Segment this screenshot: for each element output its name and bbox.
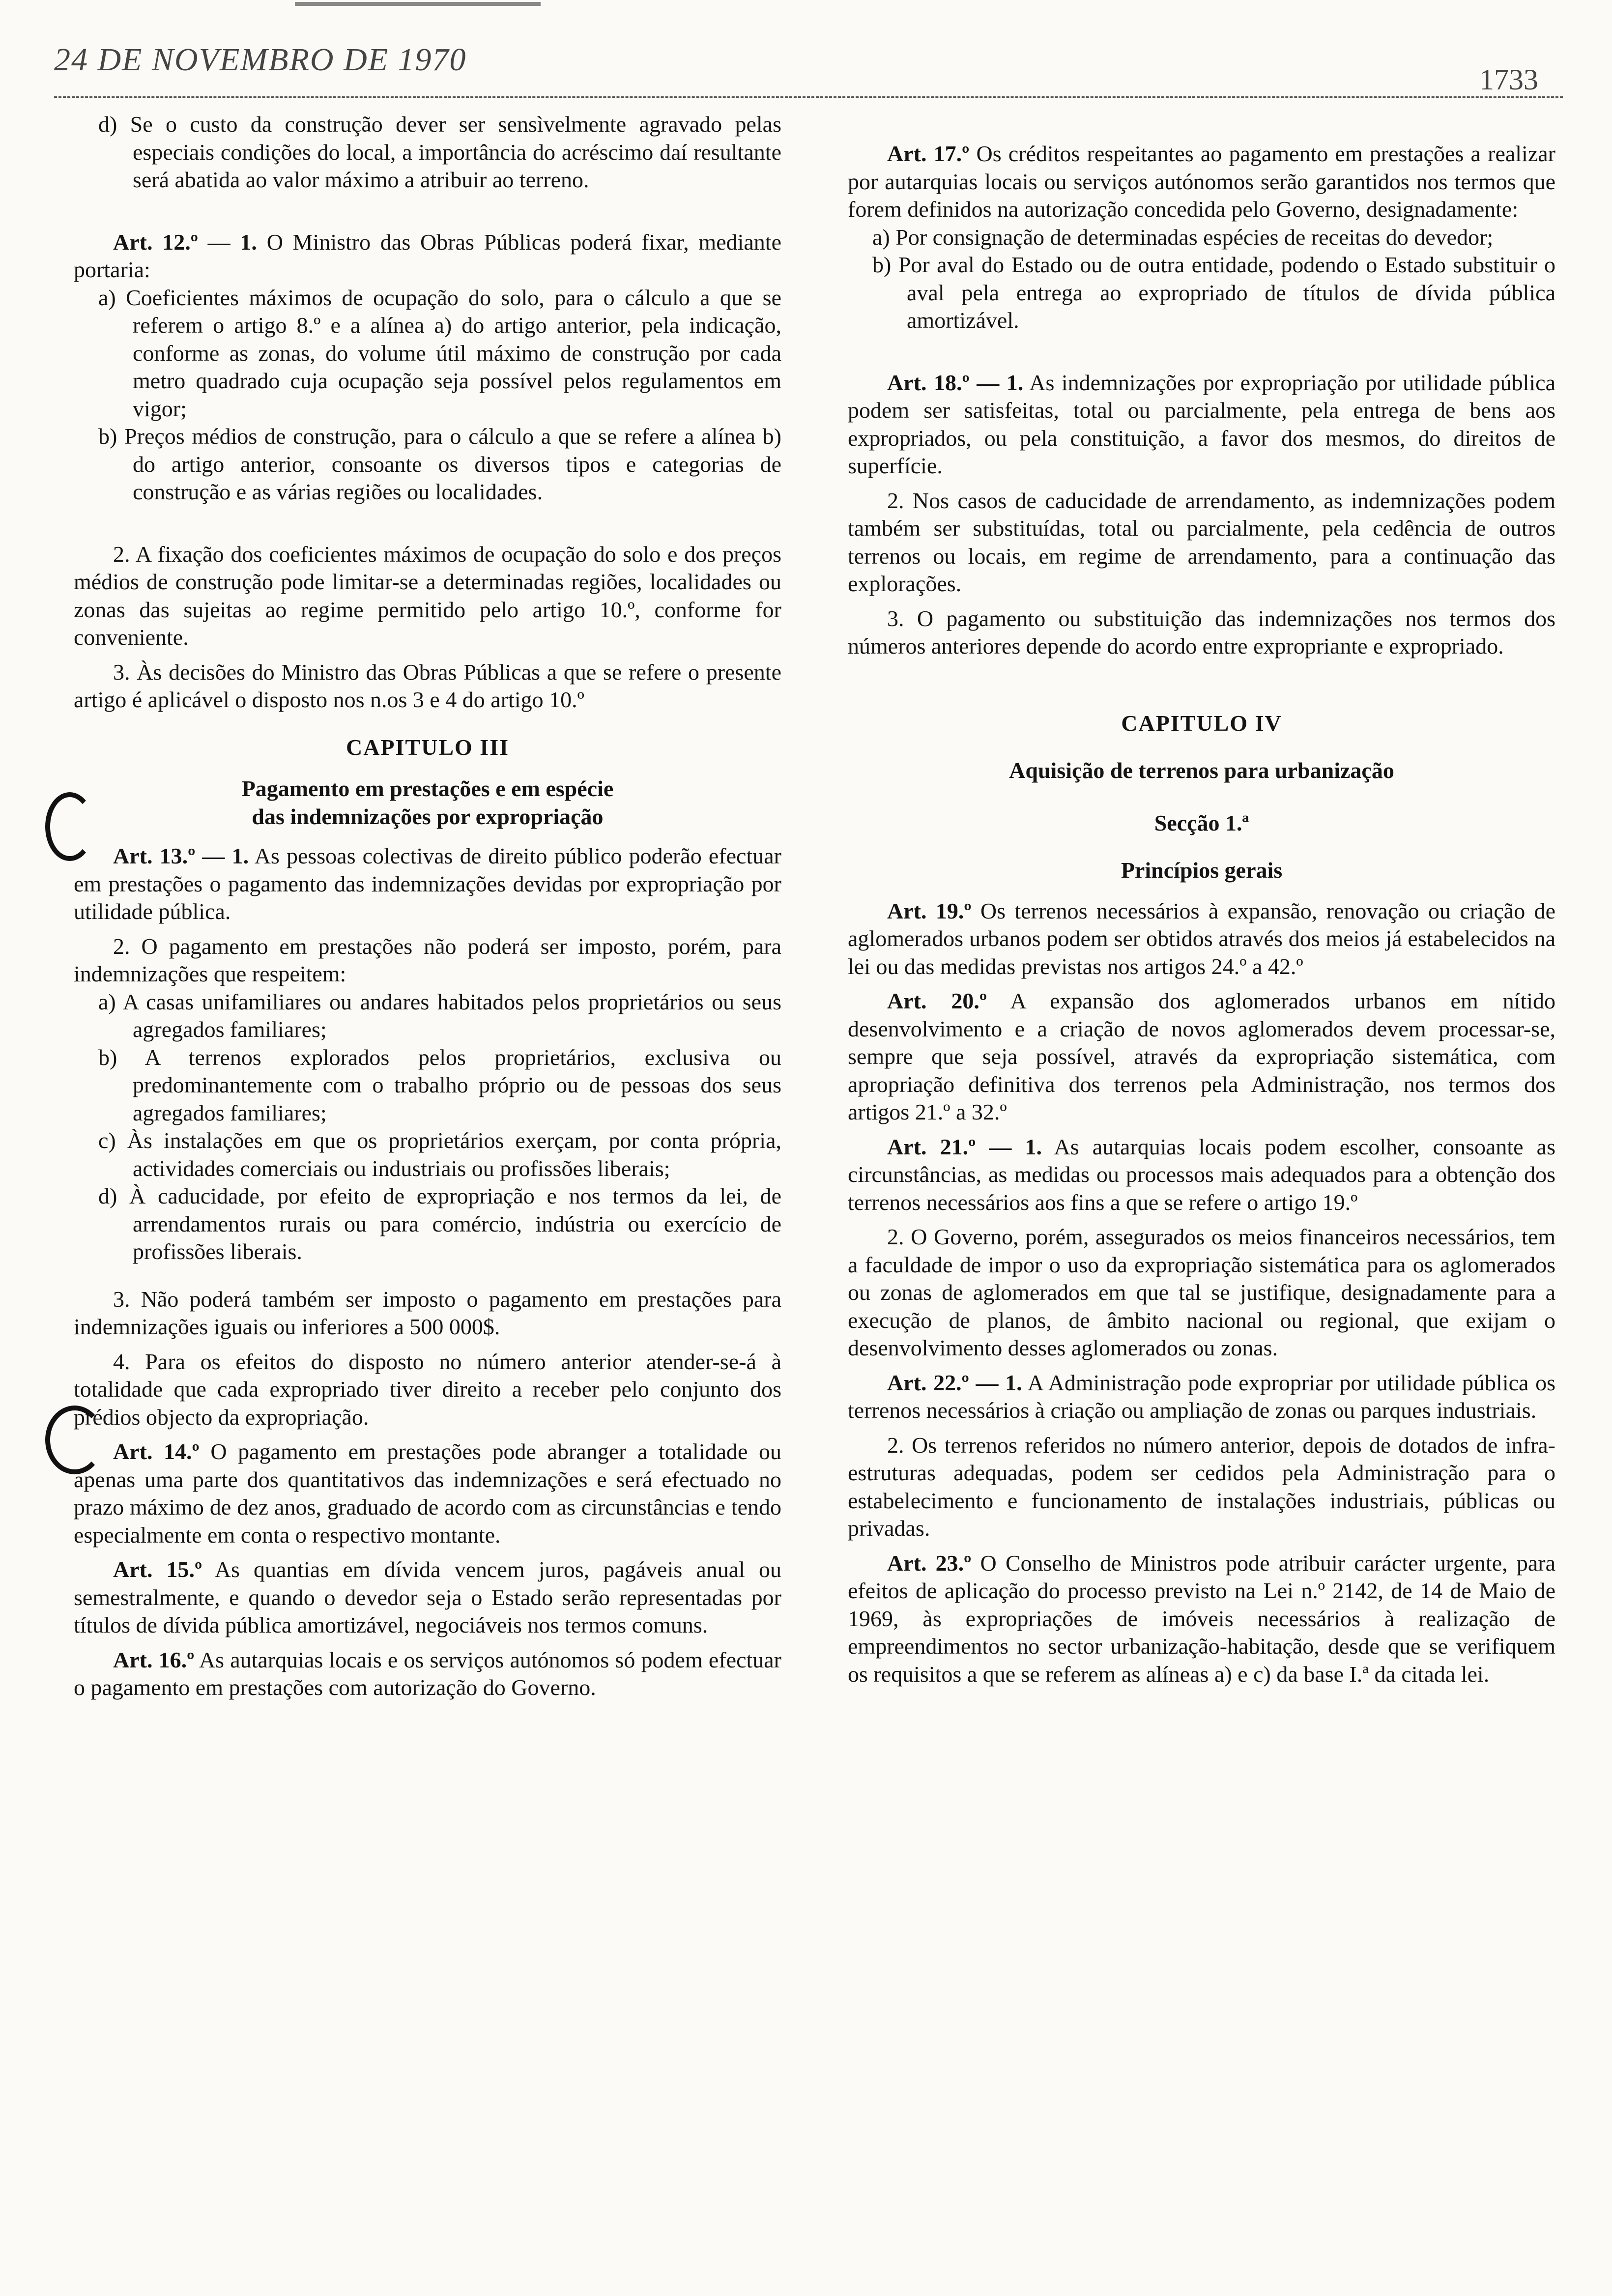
art22-title: Art. 22.º — 1.: [887, 1370, 1022, 1395]
art21-n1: [848, 1133, 1555, 1217]
page-number: 1733: [1479, 63, 1538, 96]
art13-c: c) Às instalações em que os proprietários exerçam, por conta própria, actividades comerciais ou industriais ou profissões liberais;: [98, 1128, 781, 1181]
header-date: 24 DE NOVEMBRO DE 1970: [54, 42, 467, 78]
art13-n2: 2. O pagamento em prestações não poderá ser imposto, porém, para indemnizações que respeitem:: [74, 933, 781, 986]
art16-text: As autarquias locais e os serviços autónomos só podem efectuar o pagamento em prestações com autorização do Governo.: [74, 1647, 782, 1700]
art14: [74, 1438, 781, 1549]
art22-n1-text: A Administração pode expropriar por utilidade pública os terrenos necessários à criação ou ampliação de zonas ou parques industriais.: [848, 1370, 1556, 1423]
art11-d-text: d) Se o custo da construção dever ser sensìvelmente agravado pelas especiais condições do local, a importância do acréscimo daí resultante será abatida ao valor máximo a atribuir ao terreno.: [98, 112, 781, 192]
art13-d: d) À caducidade, por efeito de expropriação e nos termos da lei, de arrendamentos rurais ou para comércio, indústria ou exercício de profissões liberais.: [98, 1183, 781, 1264]
art13-n1: [74, 842, 781, 926]
art23-title: Art. 23.º: [887, 1550, 972, 1576]
art20-text: A expansão dos aglomerados urbanos em nítido desenvolvimento e a criação de novos aglomerados devem processar-se, sempre que seja possível, através da expropriação sistemática, com apropriação definitiva dos terrenos pela Administração, nos termos dos artigos 21.º a 32.º: [848, 988, 1556, 1124]
right-column: [848, 111, 1555, 1688]
chapter4-subtitle: Aquisição de terrenos para urbanização: [1009, 758, 1394, 783]
art23: [848, 1550, 1555, 1689]
art22-n2: 2. Os terrenos referidos no número anterior, depois de dotados de infra-estruturas adequadas, podem ser cedidos pela Administração para o estabelecimento e funcionamento de instalações industriais, públicas ou privadas.: [848, 1432, 1555, 1541]
chapter3-title: CAPITULO III: [345, 734, 509, 760]
art20-title: Art. 20.º: [887, 988, 987, 1013]
art22-n1: [848, 1369, 1555, 1425]
art23-text: O Conselho de Ministros pode atribuir carácter urgente, para efeitos de aplicação do processo previsto na Lei n.º 2142, de 14 de Maio de 1969, às expropriações de imóveis necessários à realização de empreendimentos no sector urbanização-habitação, desde que se verifiquem os requisitos a que se referem as alíneas a) e c) da base I.ª da citada lei.: [848, 1550, 1555, 1687]
art19: [848, 897, 1555, 981]
art13-a: a) A casas unifamiliares ou andares habitados pelos proprietários ou seus agregados familiares;: [98, 989, 781, 1042]
art12-n2: 2. A fixação dos coeficientes máximos de ocupação do solo e dos preços médios de construção pode limitar-se a determinadas regiões, localidades ou zonas das sujeitas ao regime permitido pelo artigo 10.º, conforme for conveniente.: [74, 541, 781, 650]
art15-text: As quantias em dívida vencem juros, pagáveis anual ou semestralmente, e quando o devedor seja o Estado serão representadas por títulos de dívida pública amortizável, negociáveis nos termos comuns.: [74, 1557, 782, 1637]
chapter4-title: CAPITULO IV: [1121, 710, 1282, 736]
chapter3-subtitle-2: das indemnizações por expropriação: [252, 804, 604, 829]
art12-a: a) Coeficientes máximos de ocupação do solo, para o cálculo a que se referem o artigo 8.º e a alínea a) do artigo anterior, pela indicação, conforme as zonas, do volume útil máximo de construção por cada metro quadrado cuja ocupação seja possível pelos regulamentos em vigor;: [98, 285, 781, 421]
art13-n4: 4. Para os efeitos do disposto no número anterior atender-se-á à totalidade que cada expropriado tiver direito a receber pelo conjunto dos prédios objecto da expropriação.: [74, 1349, 781, 1430]
art21-n2: 2. O Governo, porém, assegurados os meios financeiros necessários, tem a faculdade de impor o uso da expropriação sistemática para os aglomerados ou zonas de aglomerados em que tal se justifique, designadamente para a execução de planos, de âmbito nacional ou regional, que exijam o desenvolvimento desses aglomerados ou zonas.: [848, 1224, 1555, 1360]
chapter3-subtitle-1: Pagamento em prestações e em espécie: [241, 776, 614, 801]
art15: [74, 1556, 781, 1639]
art13-b: b) A terrenos explorados pelos proprietários, exclusiva ou predominantemente com o trabalho próprio ou de pessoas dos seus agregados familiares;: [98, 1044, 781, 1125]
header-rule: [54, 96, 1563, 98]
art13-n3: 3. Não poderá também ser imposto o pagamento em prestações para indemnizações iguais ou inferiores a 500 000$.: [74, 1286, 781, 1339]
art17: [848, 140, 1555, 224]
art16-title: Art. 16.º: [113, 1647, 195, 1672]
header-decoration: [295, 2, 541, 6]
section1-title: Secção 1.ª: [1154, 810, 1249, 835]
art21-title: Art. 21.º — 1.: [887, 1134, 1042, 1159]
art18-n1: [848, 369, 1555, 480]
art12-b: b) Preços médios de construção, para o cálculo a que se refere a alínea b) do artigo anterior, consoante os diversos tipos e categorias de construção e as várias regiões ou localidades.: [98, 424, 781, 504]
art14-title: Art. 14.º: [113, 1439, 200, 1464]
art17-a: a) Por consignação de determinadas espécies de receitas do devedor;: [872, 224, 1494, 250]
art13-n1-text: As pessoas colectivas de direito público poderão efectuar em prestações o pagamento das indemnizações devidas por expropriação por utilidade pública.: [74, 843, 781, 924]
art20: [848, 987, 1555, 1126]
art12-n3: 3. Às decisões do Ministro das Obras Públicas a que se refere o presente artigo é aplicável o disposto nos n.os 3 e 4 do artigo 10.º: [74, 659, 781, 712]
section1-subtitle: Princípios gerais: [1121, 858, 1283, 883]
art13-title: Art. 13.º — 1.: [113, 843, 249, 868]
art17-text: Os créditos respeitantes ao pagamento em prestações a realizar por autarquias locais ou serviços autónomos serão garantidos nos termos que forem definidos na autorização concedida pelo Governo, designadamente:: [848, 141, 1555, 222]
art16: [74, 1646, 781, 1702]
art12-intro: [74, 229, 781, 284]
art21-n1-text: As autarquias locais podem escolher, consoante as circunstâncias, as medidas ou processos mais adequados para a obtenção dos terrenos necessários aos fins a que se refere o artigo 19.º: [848, 1134, 1555, 1215]
art19-text: Os terrenos necessários à expansão, renovação ou criação de aglomerados urbanos podem ser obtidos através dos meios já estabelecidos na lei ou das medidas previstas nos artigos 24.º a 42.º: [848, 898, 1556, 979]
art14-text: O pagamento em prestações pode abranger a totalidade ou apenas uma parte dos quantitativos das indemnizações e será efectuado no prazo máximo de dez anos, graduado de acordo com as circunstâncias e tendo especialmente em conta o respectivo montante.: [74, 1439, 781, 1548]
art15-title: Art. 15.º: [113, 1557, 202, 1582]
art18-n3: 3. O pagamento ou substituição das indemnizações nos termos dos números anteriores depende do acordo entre expropriante e expropriado.: [848, 605, 1555, 659]
left-column: [74, 111, 781, 1702]
art17-b: b) Por aval do Estado ou de outra entidade, podendo o Estado substituir o aval pela entrega ao expropriado de títulos de dívida pública amortizável.: [872, 252, 1555, 333]
art12-title: Art. 12.º — 1.: [113, 229, 257, 255]
art18-n1-text: As indemnizações por expropriação por utilidade pública podem ser satisfeitas, total ou parcialmente, pela entrega de bens aos expropriados, ou pela constituição, a favor dos mesmos, do direitos de superfície.: [848, 370, 1555, 478]
art18-title: Art. 18.º — 1.: [887, 370, 1024, 395]
art17-title: Art. 17.º: [887, 141, 970, 166]
art12-intro-text: O Ministro das Obras Públicas poderá fixar, mediante portaria:: [74, 229, 782, 282]
art18-n2: 2. Nos casos de caducidade de arrendamento, as indemnizações podem também ser substituídas, total ou parcialmente, pela cedência de outros terrenos ou locais, em regime de arrendamento, para a continuação das explorações.: [848, 488, 1555, 596]
art19-title: Art. 19.º: [887, 898, 972, 923]
